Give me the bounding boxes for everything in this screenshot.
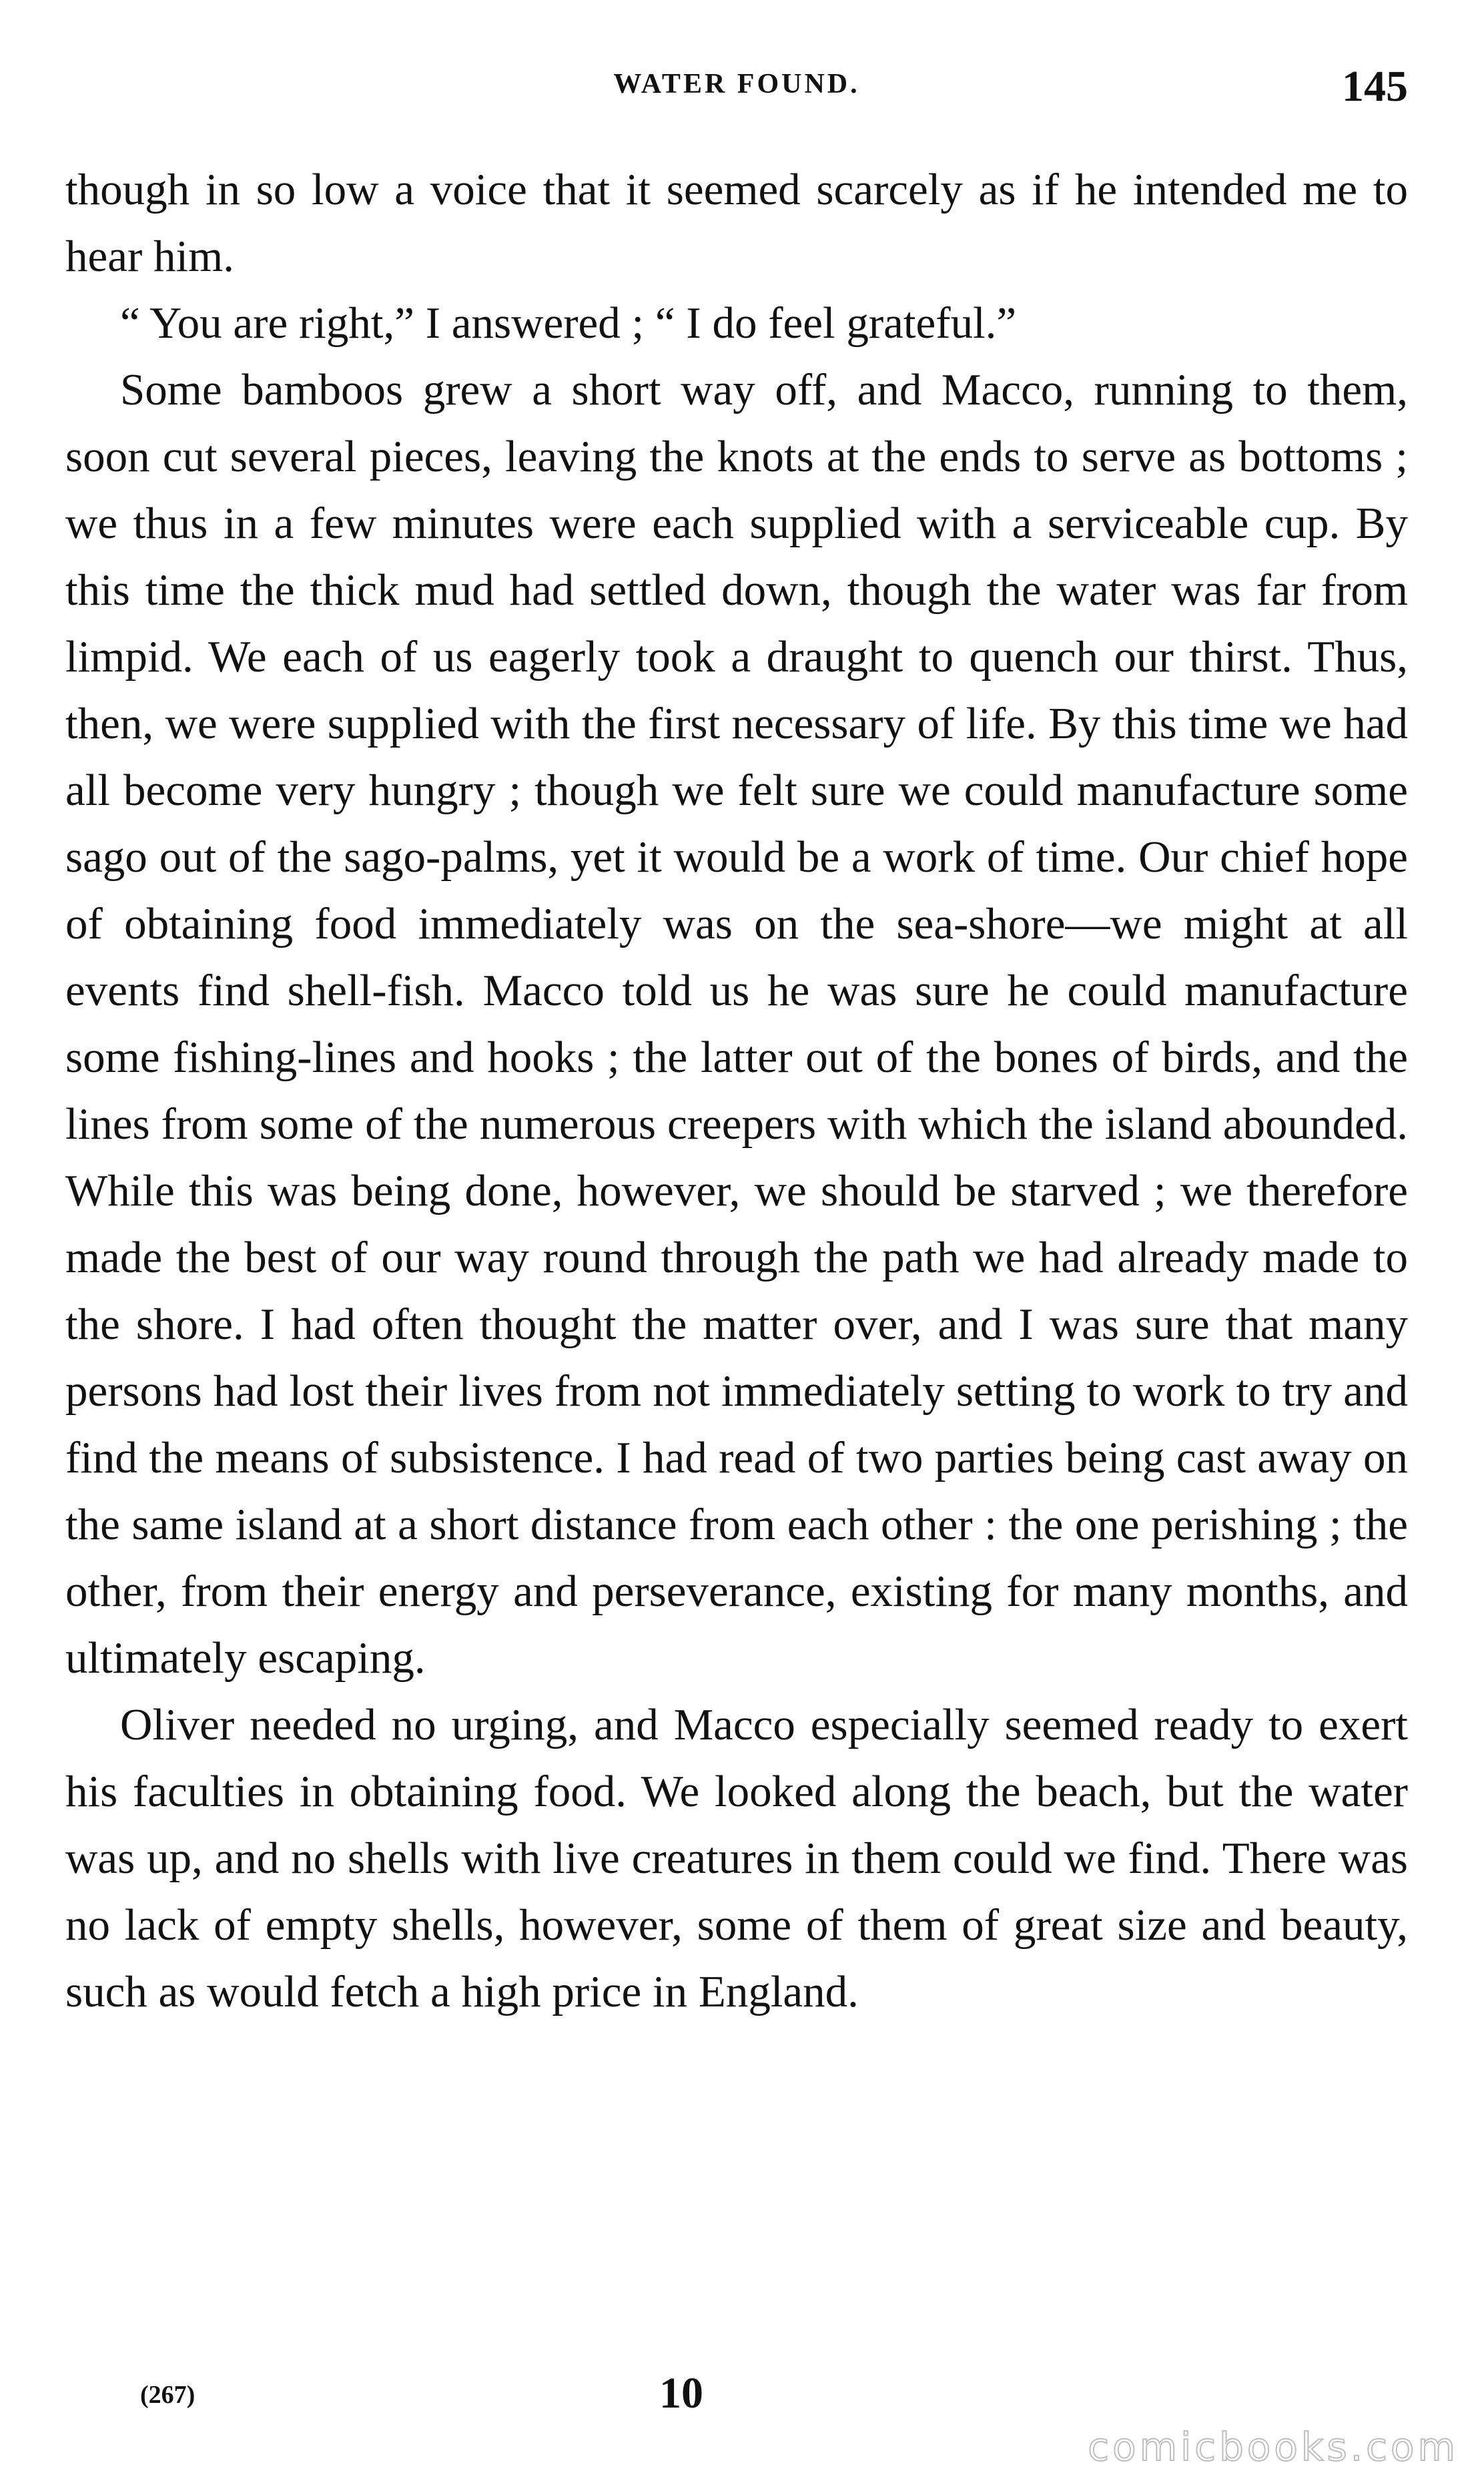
page-footer [65,2368,1408,2428]
watermark-logo: comicbooks.com [1088,2424,1459,2470]
paragraph-dialogue: “ You are right,” I answered ; “ I do feel grateful.” [120,298,1017,348]
signature-number: 10 [659,2369,703,2418]
running-title: WATER FOUND. [613,69,860,99]
page-number: 145 [1342,62,1408,111]
paragraph-continued: though in so low a voice that it seemed scarcely as if he intended me to hear him. [65,165,1408,281]
running-head [65,61,1408,115]
paragraph-beach-search: Oliver needed no urging, and Macco especially seemed ready to exert his faculties in obtaining food. We looked along the beach, but the water was up, and no shells with live creatures in them could we find. There was no lack of empty shells, however, some of them of great size and beauty, such as would fetch a high price in England. [65,1700,1408,2016]
body-text [65,156,1408,2025]
signature-code: (267) [140,2381,196,2409]
paragraph-bamboo-cups: Some bamboos grew a short way off, and Macco, running to them, soon cut several pieces, leaving the knots at the ends to serve as bottoms ; we thus in a few minutes were each supplied with a serviceable cup. By this time the thick mud had settled down, though the water was far from limpid. We each of us eagerly took a draught to quench our thirst. Thus, then, we were supplied with the first necessary of life. By this time we had all become very hungry ; though we felt sure we could manufacture some sago out of the sago-palms, yet it would be a work of time. Our chief hope of obtaining food immediately was on the sea-shore—we might at all events find shell-fish. Macco told us he was sure he could manufacture some fishing-lines and hooks ; the latter out of the bones of birds, and the lines from some of the numerous creepers with which the island abounded. While this was being done, however, we should be starved ; we therefore made the best of our way round through the path we had already made to the shore. I had often thought the matter over, and I was sure that many persons had lost their lives from not immediately setting to work to try and find the means of subsistence. I had read of two parties being cast away on the same island at a short distance from each other : the one perishing ; the other, from their energy and perseverance, existing for many months, and ultimately escaping. [65,365,1408,1683]
